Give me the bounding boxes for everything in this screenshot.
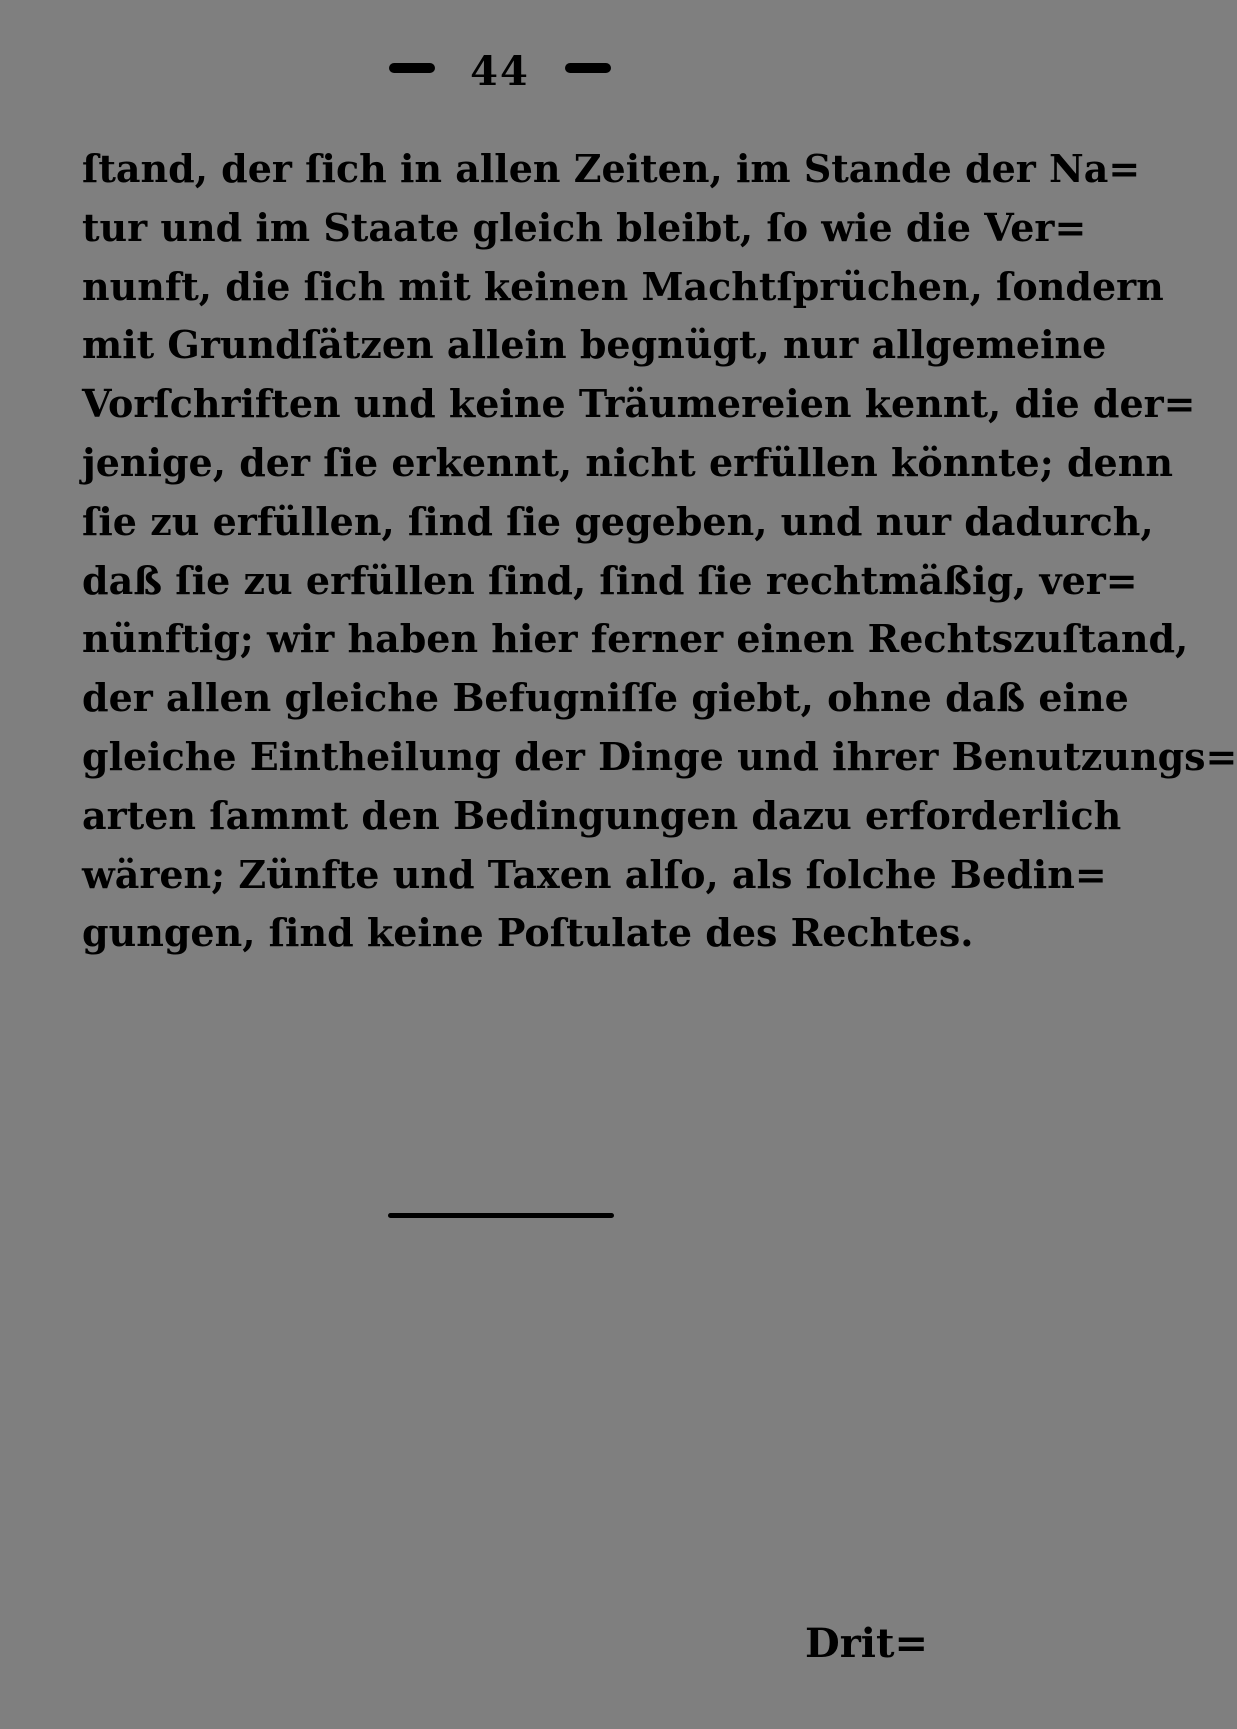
right-ornament-icon xyxy=(565,63,611,73)
text-line: jenige, der ſie erkennt, nicht erfüllen könnte; denn xyxy=(82,439,1173,485)
text-line: nünftig; wir haben hier ferner einen Rechtszuſtand, xyxy=(82,616,1189,662)
text-line: ſtand, der ſich in allen Zeiten, im Stande der Na= xyxy=(82,146,1141,191)
text-line: gleiche Eintheilung der Dinge und ihrer Benutzungs= xyxy=(82,733,1237,779)
text-line: gungen, ſind keine Poſtulate des Rechtes. xyxy=(82,910,974,956)
text-line: wären; Zünfte und Taxen alſo, als ſolche Bedin= xyxy=(82,851,1107,897)
left-ornament-icon xyxy=(389,63,435,73)
text-line: der allen gleiche Befugniſſe giebt, ohne daß eine xyxy=(82,675,1129,721)
text-line: Vorſchriften und keine Träumereien kennt, die der= xyxy=(82,381,1196,427)
text-line: daß ſie zu erfüllen ſind, ſind ſie rechtmäßig, ver= xyxy=(82,557,1138,603)
section-divider xyxy=(388,1213,614,1218)
page-number: 44 xyxy=(470,48,530,95)
text-line: tur und im Staate gleich bleibt, ſo wie die Ver= xyxy=(82,204,1087,250)
page-header xyxy=(0,42,1000,102)
text-line: nunft, die ſich mit keinen Machtſprüchen, ſondern xyxy=(82,263,1164,309)
text-line: arten ſammt den Bedingungen dazu erforderlich xyxy=(82,792,1122,838)
text-line: mit Grundſätzen allein begnügt, nur allgemeine xyxy=(82,322,1107,368)
catchword: Drit= xyxy=(805,1620,928,1667)
body-paragraph xyxy=(82,140,1237,963)
text-line: ſie zu erfüllen, ſind ſie gegeben, und nur dadurch, xyxy=(82,498,1154,544)
